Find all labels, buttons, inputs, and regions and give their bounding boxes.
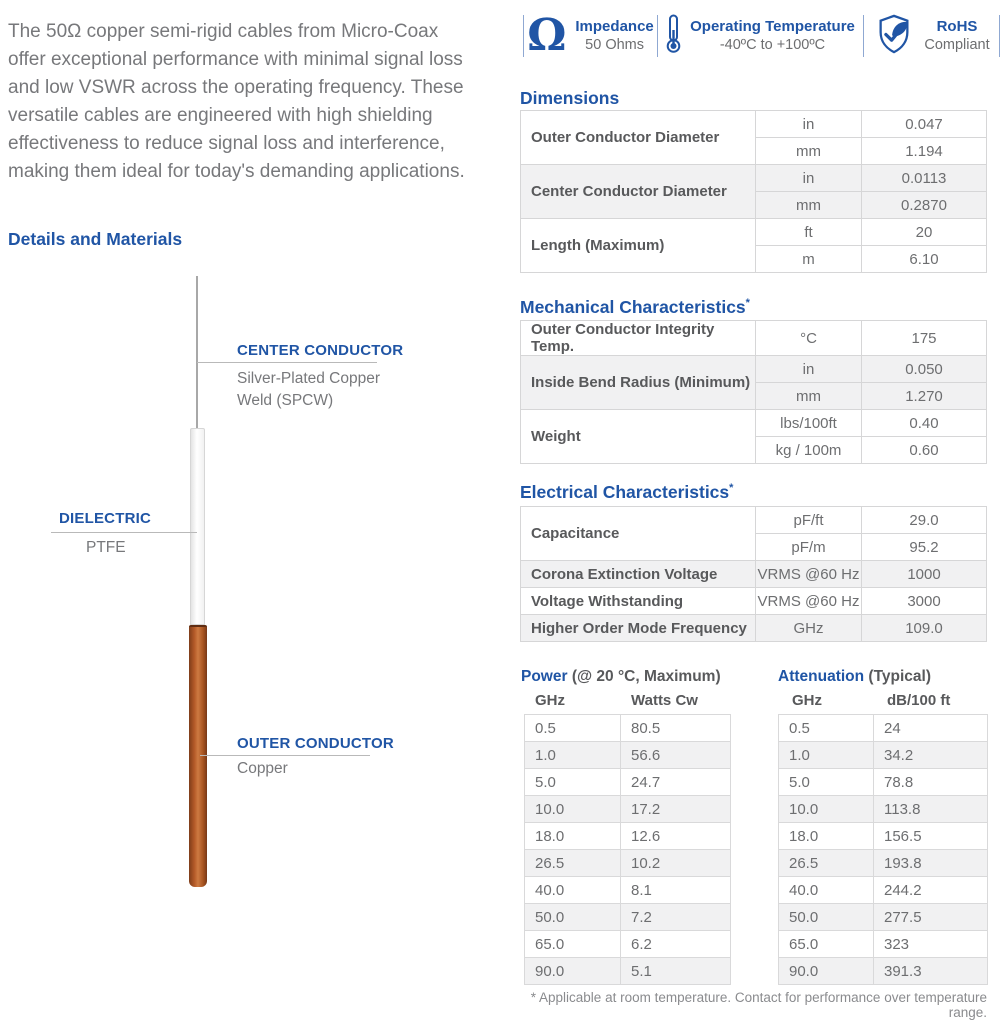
spec-row	[521, 615, 987, 642]
freq-row	[779, 796, 988, 823]
spec-unit: VRMS @60 Hz	[756, 588, 862, 615]
freq-row	[525, 742, 731, 769]
freq-row	[525, 850, 731, 877]
impedance-value: 50 Ohms	[585, 37, 644, 53]
omega-icon: Ω	[527, 10, 567, 61]
freq-row	[525, 877, 731, 904]
spec-unit: in	[756, 111, 862, 138]
rohs-badge	[864, 13, 999, 60]
dielectric-leader-line	[51, 532, 197, 533]
spec-unit: lbs/100ft	[756, 410, 862, 437]
spec-label: Inside Bend Radius (Minimum)	[521, 356, 756, 410]
power-title: Power (@ 20 °C, Maximum)	[521, 668, 721, 685]
spec-row	[521, 588, 987, 615]
freq-row	[779, 958, 988, 985]
mechanical-table	[520, 320, 987, 464]
spec-unit: VRMS @60 Hz	[756, 561, 862, 588]
spec-row	[521, 219, 987, 246]
spec-label: Outer Conductor Diameter	[521, 111, 756, 165]
freq-row	[525, 769, 731, 796]
freq-ghz-cell: 18.0	[525, 823, 621, 850]
spec-value: 0.40	[862, 410, 987, 437]
freq-ghz-cell: 26.5	[525, 850, 621, 877]
freq-value-cell: 277.5	[874, 904, 988, 931]
electrical-table	[520, 506, 987, 642]
freq-row	[525, 823, 731, 850]
freq-value-cell: 34.2	[874, 742, 988, 769]
spec-value: 0.050	[862, 356, 987, 383]
freq-ghz-cell: 40.0	[525, 877, 621, 904]
freq-row	[525, 931, 731, 958]
spec-unit: ft	[756, 219, 862, 246]
freq-row	[779, 823, 988, 850]
freq-ghz-cell: 1.0	[525, 742, 621, 769]
spec-unit: mm	[756, 383, 862, 410]
freq-value-cell: 12.6	[621, 823, 731, 850]
dimensions-table	[520, 110, 987, 273]
freq-row	[779, 931, 988, 958]
spec-label: Corona Extinction Voltage	[521, 561, 756, 588]
freq-ghz-cell: 90.0	[525, 958, 621, 985]
spec-label: Capacitance	[521, 507, 756, 561]
impedance-badge	[524, 10, 657, 61]
dimensions-title: Dimensions	[520, 88, 620, 108]
operating-temperature-badge	[658, 14, 863, 59]
freq-ghz-cell: 0.5	[525, 715, 621, 742]
spec-value: 3000	[862, 588, 987, 615]
freq-row	[779, 904, 988, 931]
freq-ghz-cell: 50.0	[525, 904, 621, 931]
freq-value-cell: 56.6	[621, 742, 731, 769]
freq-value-cell: 80.5	[621, 715, 731, 742]
freq-ghz-cell: 10.0	[525, 796, 621, 823]
attenuation-table-headers: GHz dB/100 ft	[792, 692, 951, 709]
freq-row	[779, 769, 988, 796]
spec-value: 6.10	[862, 246, 987, 273]
rohs-value: Compliant	[924, 37, 990, 53]
freq-value-cell: 113.8	[874, 796, 988, 823]
freq-row	[779, 850, 988, 877]
spec-value: 0.047	[862, 111, 987, 138]
spec-unit: mm	[756, 192, 862, 219]
freq-ghz-cell: 65.0	[779, 931, 874, 958]
spec-row	[521, 410, 987, 437]
freq-row	[779, 715, 988, 742]
spec-unit: pF/m	[756, 534, 862, 561]
spec-value: 95.2	[862, 534, 987, 561]
footnote: * Applicable at room temperature. Contact for performance over temperature range.	[530, 990, 987, 1020]
thermometer-icon	[666, 14, 681, 59]
divider	[999, 15, 1000, 57]
freq-value-cell: 10.2	[621, 850, 731, 877]
power-table-headers: GHz Watts Cw	[535, 692, 698, 709]
badge-row	[523, 12, 1000, 60]
freq-value-cell: 24.7	[621, 769, 731, 796]
attenuation-table	[778, 714, 988, 985]
freq-ghz-cell: 10.0	[779, 796, 874, 823]
spec-value: 29.0	[862, 507, 987, 534]
spec-row	[521, 111, 987, 138]
spec-label: Voltage Withstanding	[521, 588, 756, 615]
freq-ghz-cell: 0.5	[779, 715, 874, 742]
freq-row	[525, 715, 731, 742]
spec-unit: GHz	[756, 615, 862, 642]
freq-value-cell: 156.5	[874, 823, 988, 850]
spec-unit: mm	[756, 138, 862, 165]
spec-unit: kg / 100m	[756, 437, 862, 464]
outer-conductor-callout-title: OUTER CONDUCTOR	[237, 735, 394, 752]
spec-row	[521, 321, 987, 356]
impedance-label: Impedance	[575, 18, 654, 35]
freq-value-cell: 8.1	[621, 877, 731, 904]
spec-label: Outer Conductor Integrity Temp.	[521, 321, 756, 356]
freq-ghz-cell: 40.0	[779, 877, 874, 904]
center-conductor-leader-line	[197, 362, 377, 363]
freq-ghz-cell: 50.0	[779, 904, 874, 931]
freq-row	[525, 904, 731, 931]
freq-ghz-cell: 5.0	[525, 769, 621, 796]
spec-value: 1.194	[862, 138, 987, 165]
spec-unit: in	[756, 356, 862, 383]
freq-value-cell: 17.2	[621, 796, 731, 823]
spec-unit: m	[756, 246, 862, 273]
spec-row	[521, 165, 987, 192]
spec-label: Center Conductor Diameter	[521, 165, 756, 219]
freq-value-cell: 391.3	[874, 958, 988, 985]
spec-row	[521, 356, 987, 383]
spec-row	[521, 561, 987, 588]
rohs-label: RoHS	[936, 18, 978, 35]
freq-value-cell: 7.2	[621, 904, 731, 931]
freq-value-cell: 193.8	[874, 850, 988, 877]
freq-value-cell: 78.8	[874, 769, 988, 796]
operating-temperature-label: Operating Temperature	[690, 18, 855, 35]
freq-value-cell: 244.2	[874, 877, 988, 904]
freq-value-cell: 6.2	[621, 931, 731, 958]
freq-value-cell: 5.1	[621, 958, 731, 985]
freq-ghz-cell: 26.5	[779, 850, 874, 877]
freq-ghz-cell: 1.0	[779, 742, 874, 769]
center-conductor-callout-desc: Silver-Plated Copper Weld (SPCW)	[237, 370, 381, 409]
freq-value-cell: 323	[874, 931, 988, 958]
dielectric-graphic	[190, 428, 205, 625]
freq-ghz-cell: 65.0	[525, 931, 621, 958]
spec-unit: pF/ft	[756, 507, 862, 534]
dielectric-callout-desc: PTFE	[86, 539, 126, 556]
spec-label: Length (Maximum)	[521, 219, 756, 273]
freq-ghz-cell: 18.0	[779, 823, 874, 850]
spec-value: 0.2870	[862, 192, 987, 219]
spec-label: Weight	[521, 410, 756, 464]
spec-value: 109.0	[862, 615, 987, 642]
freq-ghz-cell: 5.0	[779, 769, 874, 796]
spec-label: Higher Order Mode Frequency	[521, 615, 756, 642]
freq-row	[525, 958, 731, 985]
intro-paragraph: The 50Ω copper semi-rigid cables from Micro-Coax offer exceptional performance with minimal signal loss and low VSWR across the operating frequency. These versatile cables are engineered with high shielding effectiveness to reduce signal loss and interference, making them ideal for today's demanding applications.	[8, 21, 465, 182]
mechanical-title: Mechanical Characteristics*	[520, 297, 750, 317]
freq-row	[525, 796, 731, 823]
outer-conductor-graphic	[189, 625, 207, 887]
operating-temperature-value: -40ºC to +100ºC	[719, 37, 826, 53]
spec-value: 0.60	[862, 437, 987, 464]
freq-row	[779, 877, 988, 904]
freq-ghz-cell: 90.0	[779, 958, 874, 985]
spec-value: 1000	[862, 561, 987, 588]
dielectric-callout-title: DIELECTRIC	[59, 510, 151, 527]
outer-conductor-leader-line	[200, 755, 370, 756]
spec-value: 0.0113	[862, 165, 987, 192]
outer-conductor-callout-desc: Copper	[237, 760, 288, 777]
spec-row	[521, 507, 987, 534]
spec-unit: °C	[756, 321, 862, 356]
power-table	[524, 714, 731, 985]
electrical-title: Electrical Characteristics*	[520, 482, 734, 502]
center-conductor-graphic	[196, 276, 198, 429]
rohs-shield-icon	[873, 13, 915, 60]
spec-value: 1.270	[862, 383, 987, 410]
spec-value: 175	[862, 321, 987, 356]
freq-value-cell: 24	[874, 715, 988, 742]
spec-unit: in	[756, 165, 862, 192]
details-materials-heading: Details and Materials	[8, 229, 183, 249]
freq-row	[779, 742, 988, 769]
center-conductor-callout-title: CENTER CONDUCTOR	[237, 342, 404, 359]
attenuation-title: Attenuation (Typical)	[778, 668, 932, 685]
spec-value: 20	[862, 219, 987, 246]
